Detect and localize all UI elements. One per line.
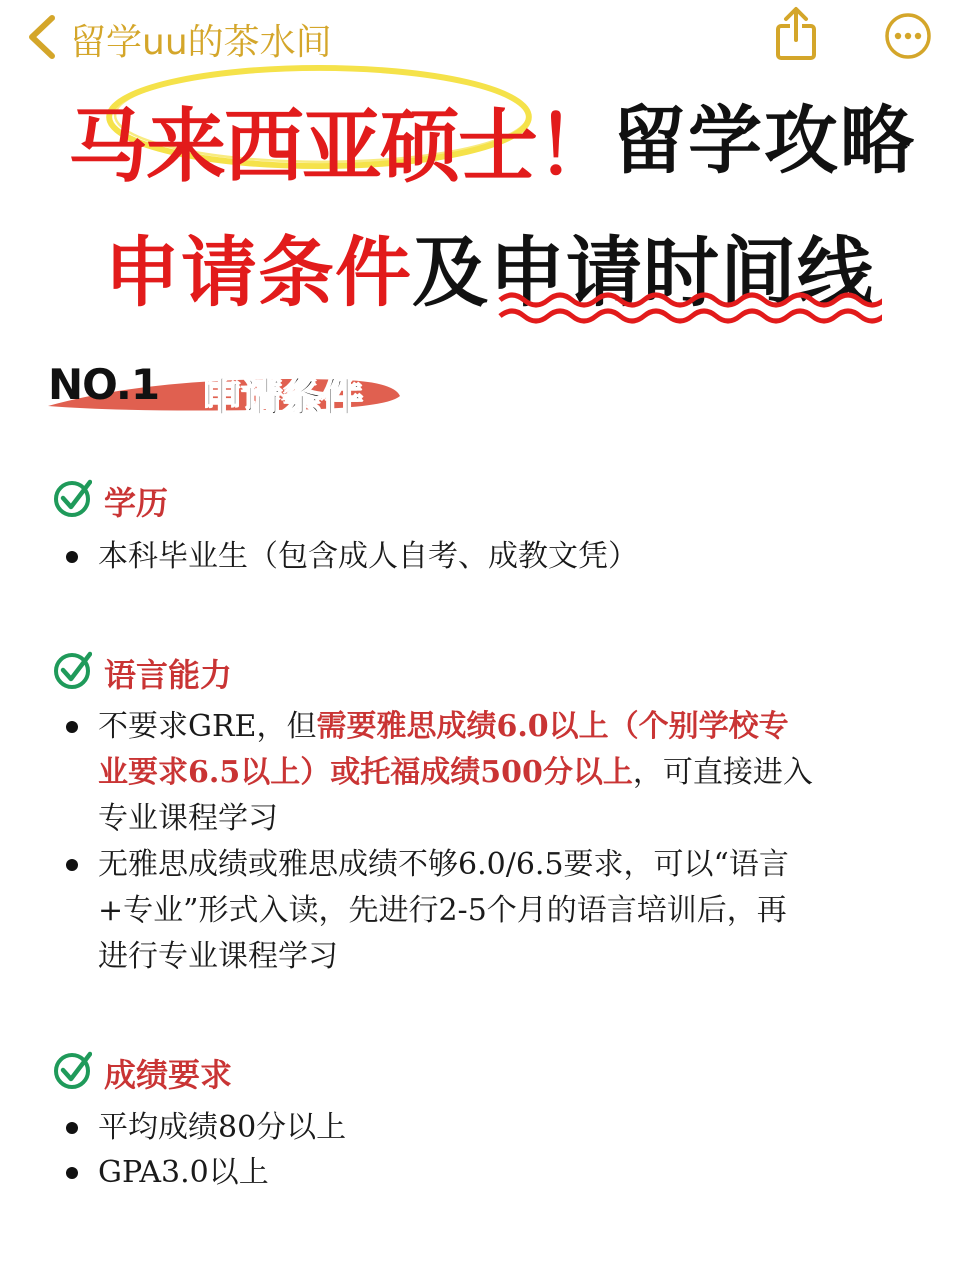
language-item-1-highlight: 需要雅思成绩6.0以上（个别学校专 xyxy=(316,709,789,744)
bullet-dot xyxy=(66,1167,78,1179)
grades-item: 平均成绩80分以上 xyxy=(98,1110,347,1145)
section-number: NO.1 xyxy=(48,360,160,409)
check-circle-icon xyxy=(52,478,92,518)
title-sub-black: 申请时间线 xyxy=(489,228,874,317)
check-circle-icon xyxy=(52,650,92,690)
language-item-2-line-1: 无雅思成绩或雅思成绩不够6.0/6.5要求，可以“语言 xyxy=(98,847,789,882)
bullet-dot xyxy=(66,721,78,733)
title-sub-mid: 及 xyxy=(412,228,489,317)
language-item-1-line-2 xyxy=(98,750,813,796)
title-main-black: 留学攻略 xyxy=(612,98,916,184)
language-item-1-text: 不要求GRE，但 xyxy=(98,709,317,744)
check-circle-icon xyxy=(52,1050,92,1090)
language-item-1-line-3: 专业课程学习 xyxy=(98,801,278,836)
share-icon[interactable] xyxy=(772,6,820,62)
section-title: 申请条件 xyxy=(202,375,362,421)
language-item-2-line-3: 进行专业课程学习 xyxy=(98,939,338,974)
language-item-2-line-2: +专业”形式入读，先进行2-5个月的语言培训后，再 xyxy=(98,893,787,928)
education-heading: 学历 xyxy=(104,484,169,522)
grades-heading: 成绩要求 xyxy=(104,1056,233,1094)
language-heading: 语言能力 xyxy=(104,656,233,694)
language-item-1-line-1 xyxy=(98,704,789,750)
chevron-left-icon[interactable] xyxy=(22,12,62,62)
bullet-dot xyxy=(66,551,78,563)
bullet-dot xyxy=(66,859,78,871)
grades-item: GPA3.0以上 xyxy=(98,1155,269,1190)
title-main-red: 马来西亚硕士！ xyxy=(68,100,614,193)
language-item-1-text: ，可直接进入 xyxy=(632,755,813,790)
wavy-underline xyxy=(498,290,882,330)
more-icon[interactable] xyxy=(884,12,932,60)
back-button-label[interactable]: 留学uu的茶水间 xyxy=(70,22,332,63)
education-item: 本科毕业生（包含成人自考、成教文凭） xyxy=(98,539,638,574)
bullet-dot xyxy=(66,1122,78,1134)
language-item-1-highlight: 业要求6.5以上）或托福成绩500分以上 xyxy=(98,755,633,790)
title-sub-red: 申请条件 xyxy=(104,228,412,317)
